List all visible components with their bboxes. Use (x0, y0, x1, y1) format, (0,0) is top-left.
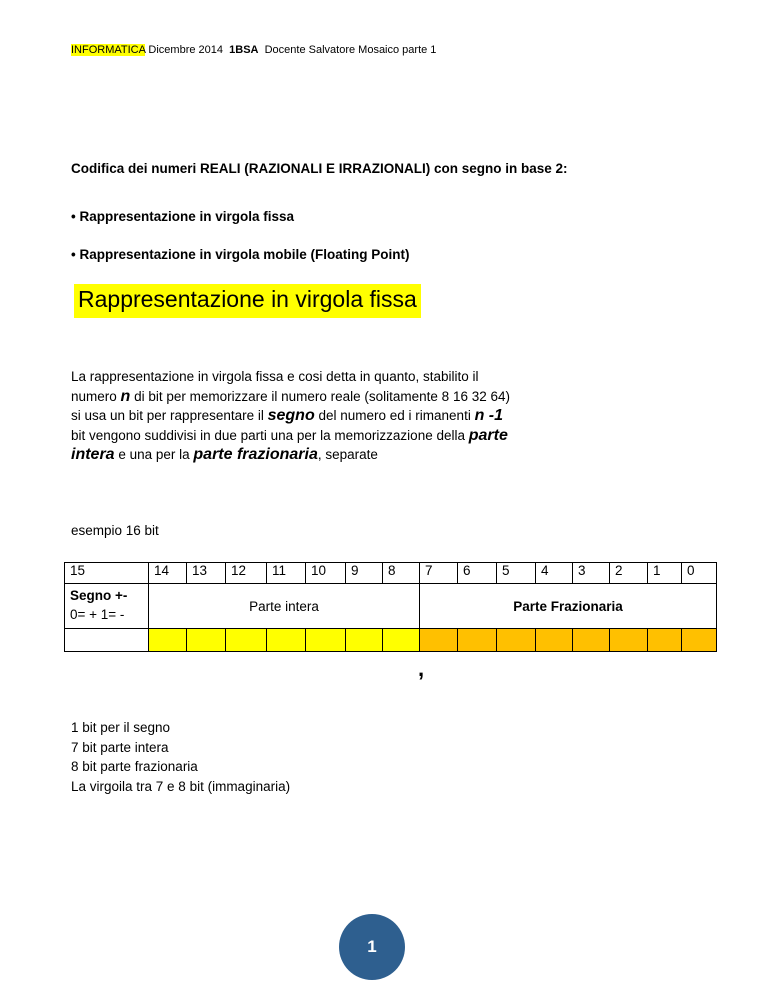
bit-index: 6 (458, 563, 497, 584)
fraction-bit-cell (497, 629, 536, 652)
keyword-n: n (120, 387, 131, 405)
bullet-fixed-point: • Rappresentazione in virgola fissa (71, 209, 295, 224)
bit-index: 12 (226, 563, 267, 584)
intro-title: Codifica dei numeri REALI (RAZIONALI E IRRAZIONALI) con segno in base 2: (71, 161, 568, 176)
bit-layout-table (64, 562, 717, 652)
summary-line: 7 bit parte intera (71, 739, 169, 755)
keyword-parte-frazionaria: parte frazionaria (193, 446, 318, 463)
header-teacher: Docente Salvatore Mosaico parte 1 (264, 44, 437, 56)
para-text: del numero ed i rimanenti (314, 408, 475, 423)
bit-index: 7 (420, 563, 458, 584)
keyword-parte-intera: parte intera (71, 426, 508, 463)
example-label: esempio 16 bit (71, 523, 159, 538)
bit-index: 9 (346, 563, 383, 584)
bit-index: 1 (648, 563, 682, 584)
section-title: Rappresentazione in virgola fissa (74, 284, 421, 318)
bit-index: 14 (149, 563, 187, 584)
summary-line: 8 bit parte frazionaria (71, 759, 198, 774)
integer-bit-cell (306, 629, 346, 652)
para-text: di bit per memorizzare il numero reale (solitamente 8 16 32 64) si usa un bit per rappresentare il (71, 388, 510, 423)
integer-bit-cell (187, 629, 226, 652)
page-number: 1 (367, 937, 377, 956)
integer-bit-cell (226, 629, 267, 652)
integer-bit-cell (383, 629, 420, 652)
page-number-badge (339, 914, 405, 980)
bit-index: 10 (306, 563, 346, 584)
sign-cell (65, 584, 149, 629)
para-text: , separate (317, 447, 378, 462)
header-date: Dicembre 2014 (148, 44, 224, 56)
integer-bit-cell (149, 629, 187, 652)
integer-bit-cell (267, 629, 306, 652)
bit-index-row (65, 563, 717, 584)
fraction-bit-cell (682, 629, 717, 652)
bit-index: 2 (610, 563, 648, 584)
bit-index: 15 (65, 563, 149, 584)
summary-line: La virgoila tra 7 e 8 bit (immaginaria) (71, 778, 291, 794)
para-text: bit vengono suddivisi in due parti una per la memorizzazione della (71, 427, 469, 443)
integer-part-label: Parte intera (149, 584, 420, 629)
fraction-bit-cell (610, 629, 648, 652)
fraction-part-label: Parte Frazionaria (420, 584, 717, 629)
bit-index: 8 (383, 563, 420, 584)
fraction-bit-cell (536, 629, 573, 652)
keyword-segno: segno (267, 407, 315, 424)
bit-index: 4 (536, 563, 573, 584)
para-text: La rappresentazione in virgola fissa e cosi detta in quanto, stabilito il numero (71, 369, 479, 404)
sign-label: Segno +- (70, 588, 128, 603)
sign-bit-cell (65, 629, 149, 652)
bit-index: 5 (497, 563, 536, 584)
para-text: e una per la (114, 447, 194, 462)
bit-index: 13 (187, 563, 226, 584)
bullet-floating-point: • Rappresentazione in virgola mobile (Floating Point) (71, 247, 410, 262)
header-subject: INFORMATICA (71, 44, 146, 56)
bit-label-row (65, 584, 717, 629)
radix-point-mark: , (418, 656, 425, 681)
page-header (71, 44, 436, 56)
integer-bit-cell (346, 629, 383, 652)
summary-list (71, 718, 290, 796)
bit-index: 11 (267, 563, 306, 584)
fraction-bit-cell (420, 629, 458, 652)
sign-values: 0= + 1= - (70, 607, 125, 622)
fraction-bit-cell (648, 629, 682, 652)
keyword-n-minus-1: n -1 (474, 407, 504, 424)
bit-index: 3 (573, 563, 610, 584)
header-class: 1BSA (229, 44, 259, 56)
fraction-bit-cell (458, 629, 497, 652)
summary-line: 1 bit per il segno (71, 720, 171, 735)
bit-index: 0 (682, 563, 717, 584)
description-paragraph (71, 367, 511, 465)
bit-cell-row (65, 629, 717, 652)
fraction-bit-cell (573, 629, 610, 652)
